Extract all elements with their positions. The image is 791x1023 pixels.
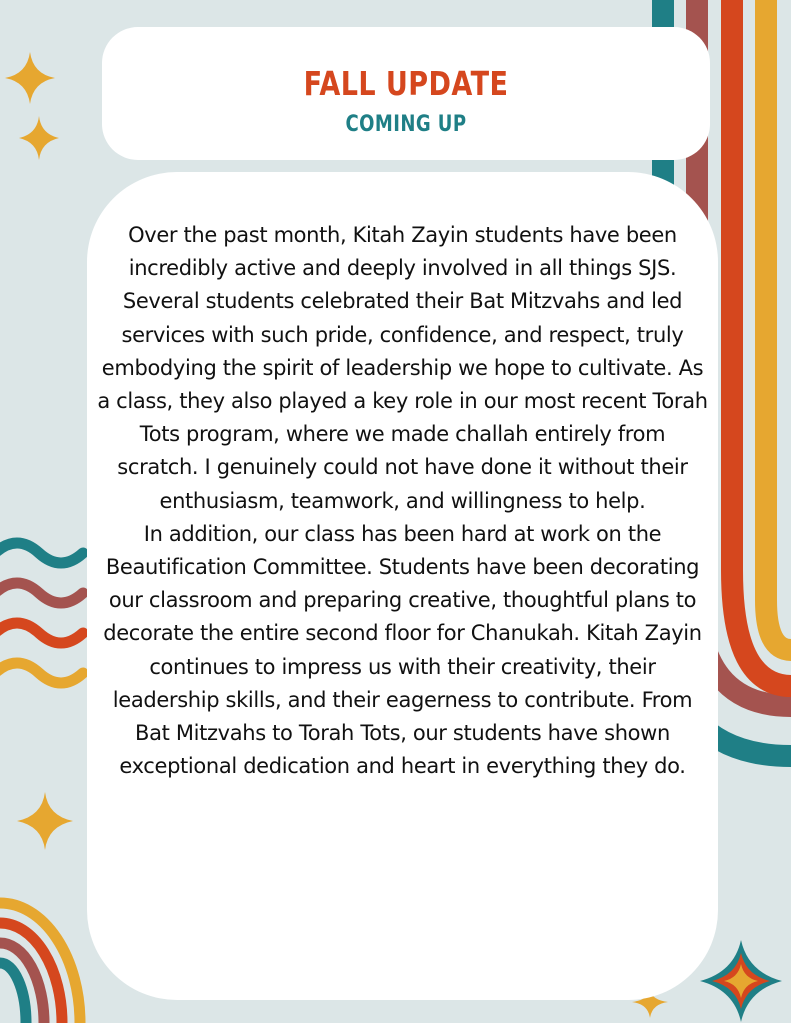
page-subtitle: COMING UP (345, 112, 467, 137)
paragraph: In addition, our class has been hard at work on the Beautification Committee. Students have been decorating our classroom and preparing creative, thoughtful plans to decorate the entire second floor for Chanukah. Kitah Zayin continues to impress us with their creativity, their leadership skills, and their eagerness to contribute. From Bat Mitzvahs to Torah Tots, our students have shown exceptional dedication and heart in everything they do. (103, 521, 702, 779)
content-card (87, 172, 718, 1000)
paragraph: Over the past month, Kitah Zayin students have been incredibly active and deeply involved in all things SJS. Several students celebrated their Bat Mitzvahs and led services with such pride, confidence, and respect, truly embodying the spirit of leadership we hope to cultivate. As a class, they also played a key role in our most recent Torah Tots program, where we made challah entirely from scratch. I genuinely could not have done it without their enthusiasm, teamwork, and willingness to help. (97, 223, 708, 513)
sparkle-icon (19, 116, 59, 160)
sparkle-icon (17, 792, 73, 850)
update-text (97, 219, 708, 783)
wavy-lines-decoration (0, 543, 83, 683)
sparkle-icon (5, 52, 55, 104)
header-card (102, 27, 710, 160)
rainbow-arc-decoration (0, 903, 80, 1023)
star-ornament-icon (700, 940, 782, 1022)
page-title: FALL UPDATE (303, 64, 509, 103)
